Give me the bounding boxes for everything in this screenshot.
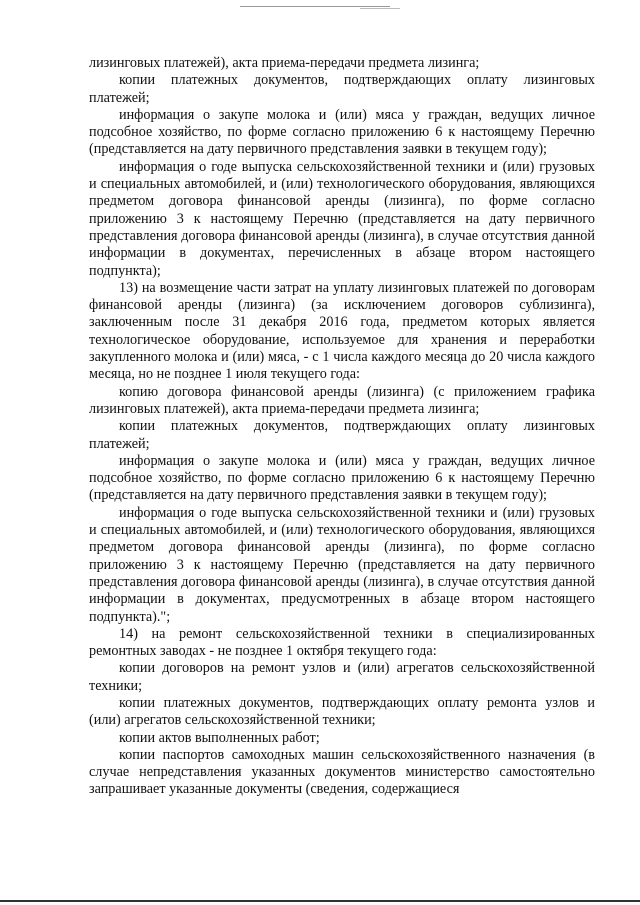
top-scan-line	[360, 8, 400, 9]
paragraph: информация о закупе молока и (или) мяса у граждан, ведущих личное подсобное хозяйство, по форме согласно приложению 6 к настоящему Перечню (представляется на дату первичного представления заявки в текущем году);	[89, 106, 595, 158]
document-page	[89, 55, 595, 799]
paragraph: копии договоров на ремонт узлов и (или) агрегатов сельскохозяйственной техники;	[89, 660, 595, 694]
bottom-scan-edge	[0, 900, 640, 902]
paragraph: копии платежных документов, подтверждающих оплату лизинговых платежей;	[89, 72, 595, 106]
paragraph: 14) на ремонт сельскохозяйственной техники в специализированных ремонтных заводах - не позднее 1 октября текущего года:	[89, 625, 595, 660]
paragraph: копии платежных документов, подтверждающих оплату ремонта узлов и (или) агрегатов сельскохозяйственной техники;	[89, 694, 595, 729]
paragraph: копии паспортов самоходных машин сельскохозяйственного назначения (в случае непредставления указанных документов министерство самостоятельно запрашивает указанные документы (сведения, содержащиеся	[89, 746, 595, 798]
paragraph: информация о годе выпуска сельскохозяйственной техники и (или) грузовых и специальных автомобилей, и (или) технологического оборудования, являющихся предметом договора финансовой аренды (лизинга), по форме согласно приложению 3 к настоящему Перечню (представляется на дату первичного представления договора финансовой аренды (лизинга), в случае отсутствия данной информации в документах, перечисленных в абзаце втором настоящего подпункта);	[89, 158, 595, 279]
paragraph: информация о закупе молока и (или) мяса у граждан, ведущих личное подсобное хозяйство, по форме согласно приложению 6 к настоящему Перечню (представляется на дату первичного представления заявки в текущем году);	[89, 452, 595, 504]
paragraph: копию договора финансовой аренды (лизинга) (с приложением графика лизинговых платежей), акта приема-передачи предмета лизинга;	[89, 383, 595, 417]
paragraph: лизинговых платежей), акта приема-передачи предмета лизинга;	[89, 55, 480, 71]
paragraph: копии актов выполненных работ;	[119, 729, 320, 746]
paragraph: информация о годе выпуска сельскохозяйственной техники и (или) грузовых и специальных автомобилей, и (или) технологического оборудования, являющихся предметом договора финансовой аренды (лизинга), по форме согласно приложению 3 к настоящему Перечню (представляется на дату первичного представления договора финансовой аренды (лизинга), в случае отсутствия данной информации в документах, предусмотренных в абзаце втором настоящего подпункта).";	[89, 504, 595, 625]
paragraph: копии платежных документов, подтверждающих оплату лизинговых платежей;	[89, 418, 595, 452]
top-scan-line	[240, 6, 390, 7]
paragraph: 13) на возмещение части затрат на уплату лизинговых платежей по договорам финансовой аренды (лизинга) (за исключением договоров сублизинга), заключенным после 31 декабря 2016 года, предметом которых является технологическое оборудование, используемое для хранения и переработки закупленного молока и (или) мяса, - с 1 числа каждого месяца до 20 числа каждого месяца, но не позднее 1 июля текущего года:	[89, 279, 595, 383]
